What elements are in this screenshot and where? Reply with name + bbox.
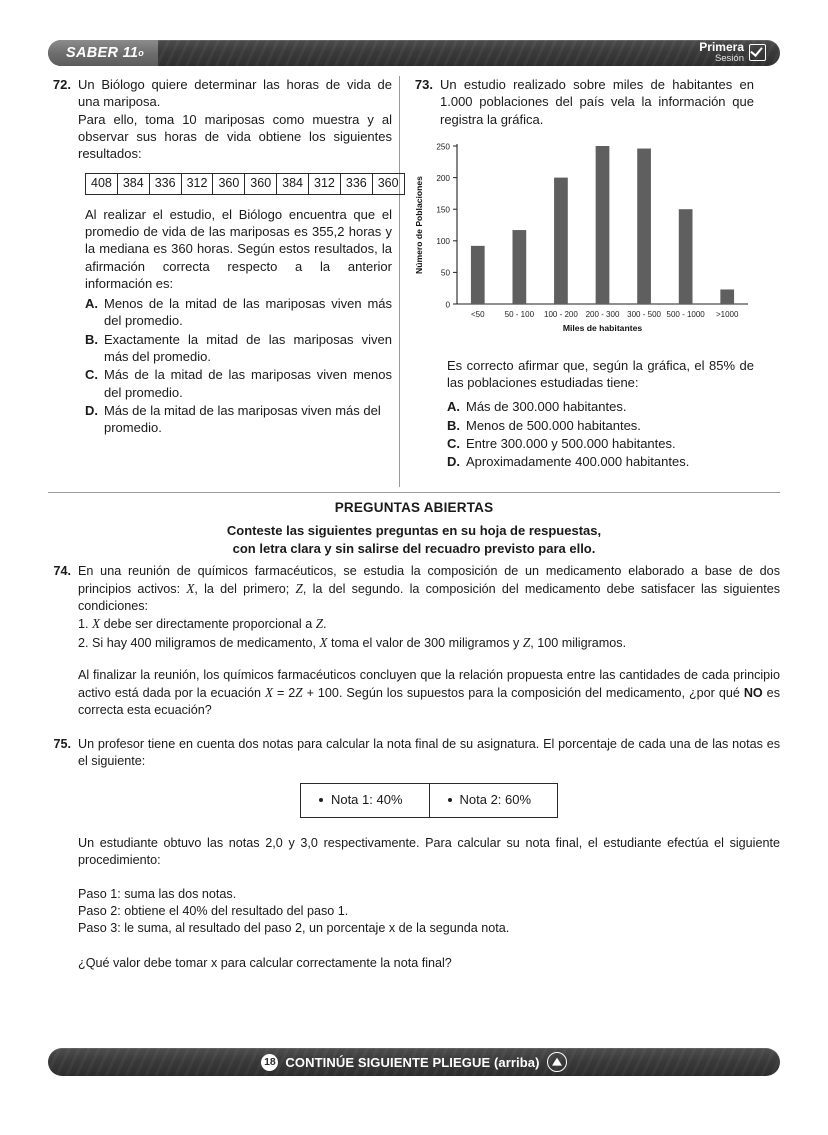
option-a-letter: A.	[85, 296, 98, 312]
option-b[interactable]	[447, 417, 754, 434]
value-cell: 336	[340, 174, 372, 194]
footer-bar	[48, 1048, 780, 1076]
question-72	[48, 76, 392, 162]
question-72-paragraph-3: Al realizar el estudio, el Biólogo encuentra que el promedio de vida de las mariposas es 355,2 horas y la mediana es 360 horas. Según estos resultados, la afirmación correcta respecto a la anterior información es:	[85, 206, 392, 291]
weight-cell-nota2-label: Nota 2: 60%	[459, 792, 532, 808]
option-b[interactable]	[85, 331, 392, 366]
option-b-letter: B.	[85, 331, 98, 347]
option-a[interactable]	[85, 295, 392, 330]
value-cell: 384	[117, 174, 149, 194]
question-74-paragraph-2	[78, 667, 780, 719]
column-left	[48, 76, 399, 436]
y-axis-label: Número de Poblaciones	[414, 175, 424, 274]
question-75-body	[78, 736, 780, 972]
column-divider	[399, 76, 400, 487]
question-73	[410, 76, 754, 128]
value-cell: 408	[86, 174, 118, 194]
option-b-letter: B.	[447, 417, 460, 433]
question-72-number: 72.	[52, 77, 71, 92]
x-axis-label: Miles de habitantes	[562, 322, 643, 333]
q74-c2a: 2. Si hay 400 miligramos de medicamento,	[78, 635, 320, 650]
x-tick-label: >1000	[715, 309, 739, 319]
brand-label: SABER 11	[66, 45, 139, 61]
question-74	[48, 563, 780, 719]
question-75-final-question: ¿Qué valor debe tomar x para calcular correctamente la nota final?	[78, 955, 452, 970]
question-73-options	[447, 398, 754, 470]
x-tick-label: <50	[470, 309, 485, 319]
option-c[interactable]	[85, 366, 392, 401]
q74-eq-mid: = 2	[273, 685, 296, 700]
spacer	[78, 818, 780, 835]
section-divider-rule	[48, 492, 780, 493]
equation-variable-x: X	[264, 684, 273, 700]
option-a[interactable]	[447, 398, 754, 415]
table-row	[300, 784, 557, 818]
q74-p2b: . Según los supuestos para la composición del medicamento, ¿por qué	[338, 685, 744, 700]
weight-cell-nota1-label: Nota 1: 40%	[330, 792, 403, 808]
question-73-body	[440, 76, 754, 128]
question-75-step-2: Paso 2: obtiene el 40% del resultado del paso 1.	[78, 904, 349, 919]
open-questions-heading	[48, 500, 780, 557]
value-cell: 360	[213, 174, 245, 194]
option-a-letter: A.	[447, 399, 460, 415]
q74-c1b: debe ser directamente proporcional a	[100, 617, 316, 632]
weight-cell-nota2	[429, 784, 558, 818]
variable-z: Z	[295, 581, 303, 597]
instruction-line-2: con letra clara y sin salirse del recuadro previsto para ello.	[232, 540, 596, 556]
y-tick-label: 50	[440, 268, 450, 278]
option-a-text: Más de 300.000 habitantes.	[466, 399, 627, 415]
session-indicator	[699, 41, 766, 64]
y-tick-label: 0	[445, 300, 450, 310]
open-questions-title: PREGUNTAS ABIERTAS	[334, 500, 494, 515]
option-c-text: Más de la mitad de las mariposas viven menos del promedio.	[104, 367, 392, 400]
x-tick-label: 300 - 500	[627, 309, 661, 319]
question-75-paragraph-2: Un estudiante obtuvo las notas 2,0 y 3,0 respectivamente. Para calcular su nota final, el estudiante efectúa el siguiente procedimiento:	[78, 835, 780, 868]
option-d[interactable]	[447, 453, 754, 470]
question-72-body	[78, 76, 392, 162]
question-72-options	[85, 295, 392, 436]
q74-c2c: , 100 miligramos.	[530, 635, 627, 650]
q74-c2b: toma el valor de 300 miligramos y	[327, 635, 523, 650]
question-74-paragraph-1	[78, 563, 780, 615]
bar	[679, 209, 693, 304]
bar	[471, 246, 485, 304]
q74-eq-end: + 100	[302, 685, 339, 700]
variable-x: X	[319, 634, 328, 650]
y-tick-label: 200	[436, 173, 450, 183]
footer-text: CONTINÚE SIGUIENTE PLIEGUE (arriba)	[285, 1054, 540, 1070]
question-74-header	[48, 563, 780, 719]
bar	[637, 148, 651, 303]
bullet-icon	[319, 798, 323, 802]
session-text	[699, 41, 744, 64]
q74-p2a: Al finalizar la reunión, los químicos farmacéuticos concluyen que la relación propuesta entre las cantidades de cada principio activo está dada por la ecuación	[78, 667, 780, 700]
q74-c1c: .	[323, 617, 327, 632]
value-cell: 360	[372, 174, 404, 194]
equation-variable-z: Z	[295, 684, 303, 700]
option-d-letter: D.	[447, 454, 460, 470]
y-tick-label: 250	[436, 142, 450, 152]
variable-z: Z	[522, 634, 531, 650]
bar	[554, 177, 568, 303]
column-right	[410, 76, 754, 471]
emphasis-no: NO	[743, 685, 763, 700]
value-cell: 312	[309, 174, 341, 194]
option-c[interactable]	[447, 435, 754, 452]
question-75	[48, 736, 780, 972]
question-72-paragraph-1: Un Biólogo quiere determinar las horas de vida de una mariposa.	[78, 77, 392, 110]
x-tick-label: 500 - 1000	[666, 309, 705, 319]
question-73-paragraph-2: Es correcto afirmar que, según la gráfica, el 85% de las poblaciones estudiadas tiene:	[447, 357, 754, 391]
x-tick-label: 50 - 100	[504, 309, 535, 319]
brand-superscript: o	[138, 48, 144, 58]
question-74-condition-2	[78, 634, 780, 652]
bar	[596, 146, 610, 304]
question-75-step-3: Paso 3: le suma, al resultado del paso 2, un porcentaje x de la segunda nota.	[78, 921, 510, 936]
population-bar-chart	[410, 136, 754, 351]
value-cell: 384	[277, 174, 309, 194]
triangle-up-circle-icon	[547, 1052, 567, 1072]
variable-x: X	[186, 581, 195, 597]
option-b-text: Menos de 500.000 habitantes.	[466, 417, 641, 433]
table-row	[86, 174, 405, 194]
butterfly-values-table	[85, 173, 405, 194]
option-d[interactable]	[85, 402, 392, 437]
option-c-letter: C.	[447, 435, 460, 451]
value-cell: 312	[181, 174, 213, 194]
question-74-number: 74.	[53, 564, 71, 578]
question-75-header	[48, 736, 780, 972]
bar-chart-svg	[410, 136, 754, 351]
question-74-body	[78, 563, 780, 719]
spacer	[78, 938, 780, 955]
option-b-text: Exactamente la mitad de las mariposas viven más del promedio.	[104, 331, 392, 365]
instruction-line-1: Conteste las siguientes preguntas en su hoja de respuestas,	[226, 523, 602, 538]
bar	[512, 230, 526, 304]
value-cell: 336	[149, 174, 181, 194]
open-questions-instruction	[48, 522, 780, 557]
q74-p1c: , la del segundo. la composición del medicamento debe satisfacer las siguientes condiciones:	[78, 582, 781, 614]
question-75-number: 75.	[53, 737, 71, 751]
spacer	[78, 652, 780, 667]
variable-z: Z	[315, 616, 324, 632]
weight-cell-nota1	[300, 784, 429, 818]
y-tick-label: 100	[436, 236, 450, 246]
question-73-number: 73.	[414, 77, 433, 92]
checkbox-checked-icon	[749, 44, 766, 61]
grade-weights-box	[300, 783, 558, 818]
spacer	[78, 869, 780, 886]
question-73-content	[447, 357, 754, 471]
page-number-badge: 18	[261, 1054, 278, 1071]
bullet-icon	[448, 798, 452, 802]
option-c-text: Entre 300.000 y 500.000 habitantes.	[466, 435, 676, 451]
x-tick-label: 100 - 200	[544, 309, 578, 319]
option-d-text: Aproximadamente 400.000 habitantes.	[466, 454, 690, 470]
question-72-paragraph-2: Para ello, toma 10 mariposas como muestra y al observar sus horas de vida obtiene los siguientes resultados:	[78, 111, 392, 162]
value-cell: 360	[245, 174, 277, 194]
q74-p1a: En una reunión de químicos farmacéuticos, se estudia la composición de un medicamento elaborado a base de dos principios activos:	[78, 564, 780, 597]
question-72-content	[85, 173, 399, 436]
exam-brand	[48, 40, 158, 66]
q74-p2c: es correcta esta ecuación?	[78, 685, 780, 717]
q74-p1b: , la del primero;	[194, 582, 296, 597]
option-d-letter: D.	[85, 402, 98, 418]
variable-x: X	[92, 616, 101, 632]
option-d-text: Más de la mitad de las mariposas viven más del promedio.	[104, 402, 381, 436]
q74-c1a: 1.	[78, 617, 93, 632]
question-73-paragraph-1: Un estudio realizado sobre miles de habitantes en 1.000 poblaciones del país vela la información que registra la gráfica.	[440, 77, 754, 127]
question-75-step-1: Paso 1: suma las dos notas.	[78, 887, 237, 902]
session-line2: Sesión	[714, 53, 744, 64]
header-bar	[48, 40, 780, 66]
option-a-text: Menos de la mitad de las mariposas viven más del promedio.	[104, 296, 392, 329]
bar	[720, 289, 734, 304]
question-75-paragraph-1: Un profesor tiene en cuenta dos notas para calcular la nota final de su asignatura. El porcentaje de cada una de las notas es el siguiente:	[78, 737, 780, 769]
x-tick-label: 200 - 300	[585, 309, 620, 319]
option-c-letter: C.	[85, 367, 98, 383]
y-tick-label: 150	[436, 205, 450, 215]
question-74-condition-1	[78, 615, 780, 633]
session-line1: Primera	[699, 40, 744, 54]
